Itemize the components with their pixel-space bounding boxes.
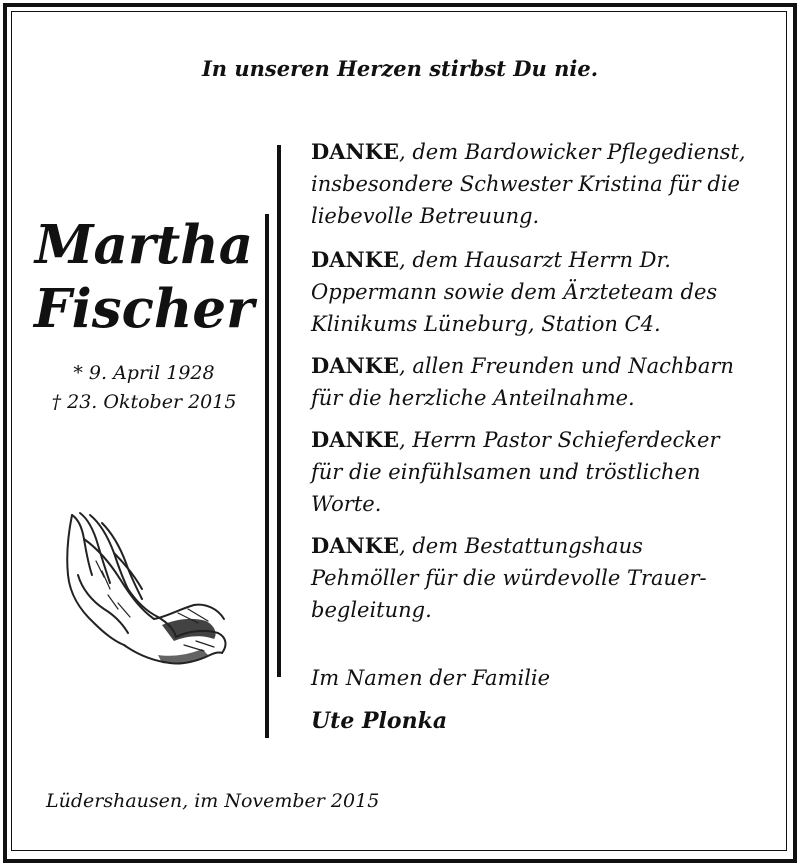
thanks-4: DANKE, Herrn Pastor Schieferdecker für die einfühlsamen und tröstlichen Worte. [311,427,720,516]
death-date: † 23. Oktober 2015 [51,391,237,413]
thanks-keyword: DANKE [311,533,399,558]
thanks-3: DANKE, allen Freunden und Nachbarn für die herzliche Anteilnahme. [311,353,734,410]
divider-left [265,214,269,738]
first-name: Martha [34,214,254,276]
thanks-keyword: DANKE [311,427,399,452]
thanks-1: DANKE, dem Bardowicker Pflegedienst, insbesondere Schwester Kristina für die liebevolle Betreuung. [311,139,746,228]
praying-hands-icon [58,505,238,677]
signer-name: Ute Plonka [311,708,448,734]
divider-right [277,145,281,677]
place-date: Lüdershausen, im November 2015 [46,790,380,812]
thanks-keyword: DANKE [311,353,399,378]
motto: In unseren Herzen stirbst Du nie. [201,56,599,81]
thanks-5: DANKE, dem Bestattungshaus Pehmöller für die würdevolle Trauer- begleitung. [311,533,707,622]
thanks-keyword: DANKE [311,139,399,164]
family-line: Im Namen der Familie [311,666,551,690]
thanks-keyword: DANKE [311,247,399,272]
birth-date: * 9. April 1928 [73,362,215,384]
last-name: Fischer [33,278,255,340]
thanks-2: DANKE, dem Hausarzt Herrn Dr. Oppermann sowie dem Ärzteteam des Klinikums Lüneburg, Station C4. [311,247,718,336]
